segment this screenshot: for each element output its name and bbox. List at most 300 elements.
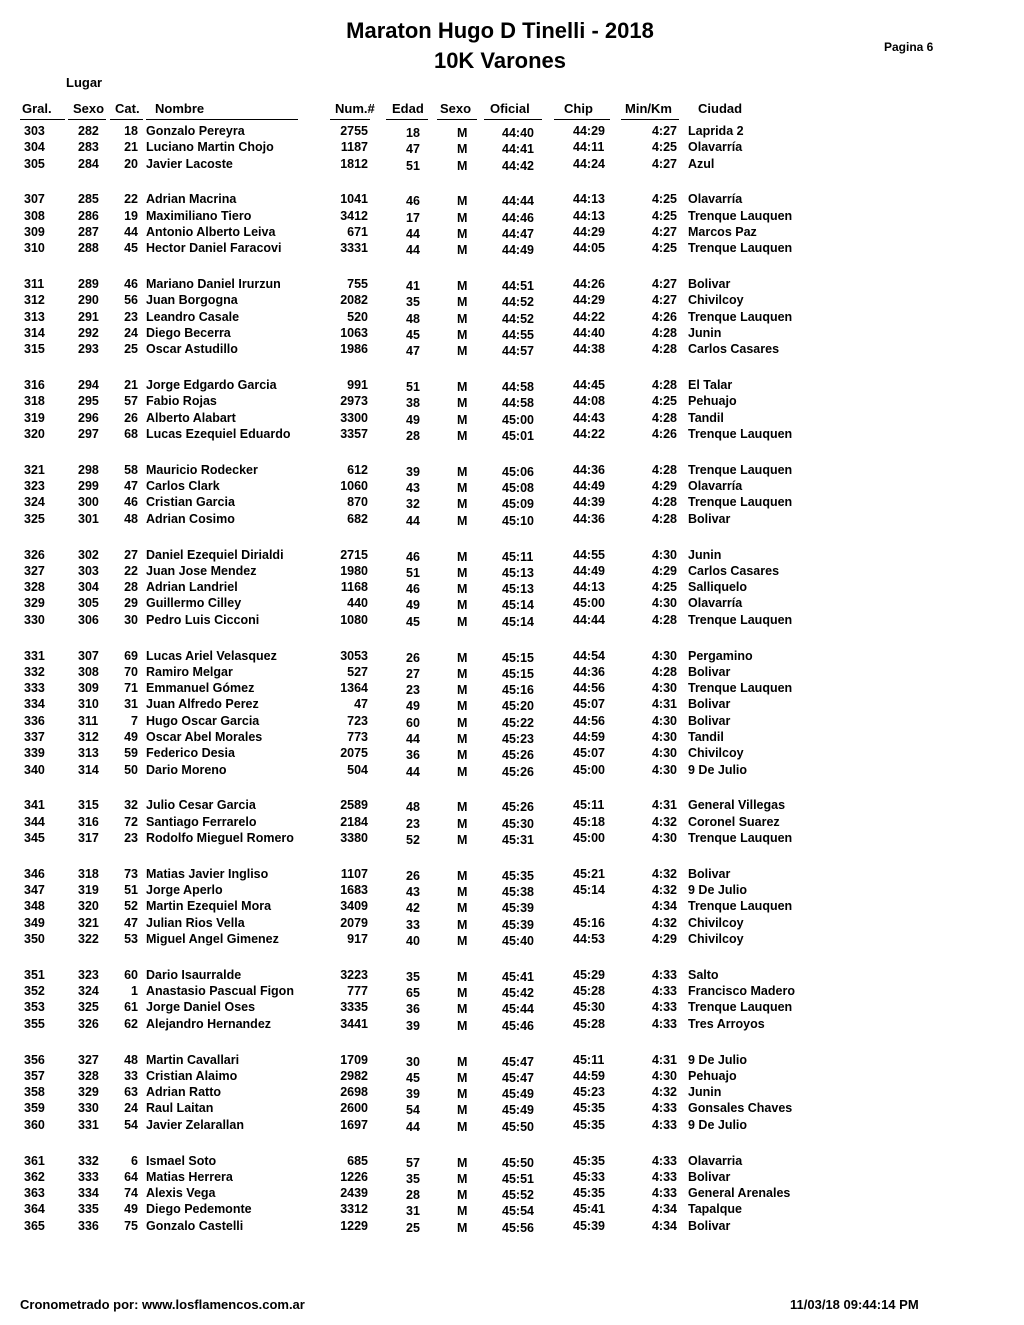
cell-min-km: 4:27	[651, 124, 677, 138]
cell-sexo: M	[457, 513, 468, 528]
cell-oficial: 45:11	[502, 549, 534, 564]
table-row	[0, 139, 1024, 155]
cell-ciudad: Chivilcoy	[688, 915, 744, 930]
cell-sexo: M	[457, 279, 468, 294]
cell-oficial: 45:39	[502, 901, 534, 916]
cell-min-km: 4:27	[651, 293, 677, 308]
cell-edad: 49	[406, 412, 420, 427]
cell-chip: 44:54	[573, 648, 605, 663]
cell-edad: 35	[406, 1171, 420, 1186]
cell-cat-place: 6	[131, 1153, 138, 1168]
table-row	[0, 1153, 1024, 1169]
cell-nombre: Santiago Ferrarelo	[146, 814, 257, 829]
cell-nombre: Oscar Abel Morales	[146, 730, 263, 744]
cell-min-km: 4:27	[651, 156, 677, 171]
cell-min-km: 4:33	[651, 1101, 677, 1116]
cell-gral: 337	[24, 730, 45, 744]
cell-ciudad: Tapalque	[688, 1202, 742, 1217]
cell-ciudad: Trenque Lauquen	[688, 462, 793, 477]
cell-nombre: Gonzalo Pereyra	[146, 124, 245, 138]
cell-chip: 44:29	[573, 124, 605, 138]
cell-sexo-place: 333	[78, 1169, 99, 1184]
cell-cat-place: 29	[124, 596, 138, 611]
cell-sexo: M	[457, 158, 468, 173]
document-title: Maraton Hugo D Tinelli - 2018	[346, 18, 654, 43]
cell-num: 1364	[340, 681, 368, 696]
cell-cat-place: 47	[124, 479, 138, 494]
cell-gral: 324	[24, 495, 45, 510]
cell-nombre: Matias Javier Ingliso	[146, 866, 269, 881]
cell-edad: 49	[406, 699, 420, 714]
cell-num: 2439	[340, 1186, 368, 1201]
cell-chip: 44:59	[573, 1068, 605, 1083]
cell-sexo: M	[457, 1103, 468, 1118]
cell-edad: 46	[406, 549, 420, 564]
cell-min-km: 4:34	[651, 899, 677, 914]
cell-chip: 45:28	[573, 984, 605, 999]
cell-num: 3412	[340, 208, 368, 223]
cell-gral: 330	[24, 612, 45, 627]
cell-oficial: 45:42	[502, 986, 534, 1001]
cell-sexo-place: 295	[78, 394, 99, 409]
cell-oficial: 45:49	[502, 1103, 534, 1118]
cell-sexo: M	[457, 1171, 468, 1186]
col-header-cat: Cat.	[115, 101, 140, 116]
cell-cat-place: 52	[124, 899, 138, 914]
cell-ciudad: Trenque Lauquen	[688, 309, 793, 324]
cell-oficial: 44:58	[502, 396, 534, 411]
cell-sexo-place: 308	[78, 664, 99, 679]
cell-gral: 365	[24, 1218, 45, 1233]
table-row	[0, 713, 1024, 729]
cell-gral: 310	[24, 241, 45, 256]
cell-gral: 316	[24, 378, 45, 393]
cell-min-km: 4:30	[651, 762, 677, 777]
cell-nombre: Oscar Astudillo	[146, 342, 238, 357]
cell-min-km: 4:28	[651, 462, 677, 477]
cell-min-km: 4:26	[651, 309, 677, 324]
table-row	[0, 745, 1024, 761]
cell-nombre: Leandro Casale	[146, 309, 240, 324]
cell-sexo: M	[457, 816, 468, 831]
cell-oficial: 44:57	[502, 344, 534, 359]
cell-chip: 44:40	[573, 326, 605, 340]
cell-sexo: M	[457, 497, 468, 512]
cell-gral: 341	[24, 798, 45, 813]
cell-nombre: Rodolfo Mieguel Romero	[146, 831, 294, 845]
cell-sexo-place: 314	[78, 762, 99, 777]
cell-cat-place: 22	[124, 563, 138, 578]
cell-num: 2698	[340, 1085, 368, 1100]
table-row	[0, 814, 1024, 830]
table-row	[0, 915, 1024, 931]
cell-sexo-place: 336	[78, 1218, 99, 1233]
cell-oficial: 45:47	[502, 1070, 534, 1085]
cell-ciudad: Olavarría	[688, 192, 743, 207]
cell-gral: 340	[24, 762, 45, 777]
cell-oficial: 45:01	[502, 429, 534, 443]
cell-oficial: 44:55	[502, 328, 534, 342]
cell-num: 870	[347, 495, 368, 510]
cell-min-km: 4:30	[651, 1068, 677, 1083]
cell-chip: 45:35	[573, 1101, 605, 1116]
cell-sexo-place: 282	[78, 124, 99, 138]
cell-sexo-place: 317	[78, 831, 99, 845]
cell-nombre: Luciano Martin Chojo	[146, 140, 274, 155]
cell-chip: 45:11	[573, 798, 605, 813]
cell-gral: 352	[24, 984, 45, 999]
cell-nombre: Diego Pedemonte	[146, 1202, 252, 1217]
cell-nombre: Jorge Edgardo Garcia	[146, 378, 277, 393]
cell-sexo: M	[457, 748, 468, 763]
cell-ciudad: Pehuajo	[688, 1068, 737, 1083]
cell-oficial: 45:35	[502, 868, 534, 883]
cell-sexo: M	[457, 917, 468, 932]
cell-oficial: 44:52	[502, 311, 534, 326]
cell-oficial: 45:14	[502, 598, 534, 613]
lugar-group-label: Lugar	[66, 75, 103, 90]
cell-gral: 307	[24, 192, 45, 207]
cell-gral: 353	[24, 1000, 45, 1015]
cell-num: 1107	[340, 866, 368, 881]
cell-nombre: Dario Moreno	[146, 762, 227, 777]
cell-nombre: Miguel Angel Gimenez	[146, 932, 279, 946]
cell-sexo-place: 296	[78, 410, 99, 425]
cell-min-km: 4:30	[651, 713, 677, 728]
cell-min-km: 4:32	[651, 866, 677, 881]
cell-ciudad: Azul	[688, 156, 715, 171]
cell-oficial: 45:39	[502, 917, 534, 932]
cell-num: 685	[347, 1153, 368, 1168]
cell-gral: 339	[24, 746, 45, 761]
cell-sexo-place: 335	[78, 1202, 99, 1217]
cell-sexo: M	[457, 683, 468, 698]
cell-sexo-place: 286	[78, 208, 99, 223]
cell-sexo-place: 331	[78, 1117, 99, 1132]
cell-edad: 39	[406, 1018, 420, 1033]
cell-cat-place: 69	[124, 648, 138, 663]
cell-cat-place: 44	[124, 225, 138, 239]
cell-min-km: 4:25	[651, 140, 677, 155]
cell-cat-place: 64	[124, 1169, 138, 1184]
cell-edad: 49	[406, 598, 420, 613]
cell-ciudad: Junin	[688, 326, 722, 340]
cell-sexo: M	[457, 969, 468, 984]
cell-ciudad: Olavarria	[688, 1153, 743, 1168]
cell-nombre: Martin Cavallari	[146, 1052, 240, 1067]
table-row	[0, 999, 1024, 1015]
document-subtitle: 10K Varones	[433, 48, 567, 73]
cell-nombre: Jorge Aperlo	[146, 883, 223, 898]
cell-edad: 51	[406, 158, 420, 173]
cell-chip: 44:43	[573, 410, 605, 425]
cell-gral: 326	[24, 547, 45, 562]
cell-num: 612	[347, 462, 368, 477]
cell-sexo: M	[457, 833, 468, 847]
cell-gral: 315	[24, 342, 45, 357]
cell-cat-place: 60	[124, 967, 138, 982]
cell-min-km: 4:28	[651, 612, 677, 627]
cell-min-km: 4:32	[651, 1085, 677, 1100]
col-header-gral: Gral.	[22, 101, 52, 116]
cell-ciudad: Laprida 2	[688, 124, 744, 138]
cell-sexo: M	[457, 901, 468, 916]
cell-chip: 45:23	[573, 1085, 605, 1100]
cell-sexo: M	[457, 1002, 468, 1017]
cell-cat-place: 46	[124, 277, 138, 292]
cell-cat-place: 28	[124, 580, 138, 595]
cell-oficial: 45:44	[502, 1002, 534, 1017]
table-row	[0, 830, 1024, 846]
cell-min-km: 4:28	[651, 495, 677, 510]
cell-min-km: 4:27	[651, 277, 677, 292]
cell-gral: 364	[24, 1202, 45, 1217]
table-row	[0, 1100, 1024, 1116]
cell-sexo: M	[457, 800, 468, 815]
cell-chip: 45:07	[573, 746, 605, 761]
cell-edad: 44	[406, 764, 420, 779]
cell-oficial: 44:46	[502, 210, 534, 225]
cell-nombre: Cristian Alaimo	[146, 1068, 238, 1083]
cell-num: 2715	[340, 547, 368, 562]
cell-ciudad: Carlos Casares	[688, 342, 780, 357]
cell-sexo: M	[457, 885, 468, 900]
cell-gral: 319	[24, 410, 45, 425]
table-row	[0, 1169, 1024, 1185]
cell-nombre: Mariano Daniel Irurzun	[146, 277, 281, 292]
cell-ciudad: El Talar	[688, 378, 733, 393]
cell-nombre: Alexis Vega	[146, 1186, 216, 1201]
cell-gral: 305	[24, 156, 45, 171]
cell-min-km: 4:29	[651, 932, 677, 946]
cell-edad: 46	[406, 582, 420, 597]
cell-cat-place: 19	[124, 208, 138, 223]
cell-nombre: Juan Jose Mendez	[146, 563, 257, 578]
cell-nombre: Carlos Clark	[146, 479, 220, 494]
cell-sexo: M	[457, 1087, 468, 1102]
cell-gral: 327	[24, 563, 45, 578]
cell-num: 3335	[340, 1000, 368, 1015]
cell-chip: 45:30	[573, 1000, 605, 1015]
cell-sexo: M	[457, 295, 468, 310]
cell-sexo-place: 289	[78, 277, 99, 292]
table-row	[0, 292, 1024, 308]
cell-chip: 45:35	[573, 1117, 605, 1132]
cell-gral: 313	[24, 309, 45, 324]
cell-edad: 48	[406, 800, 420, 815]
cell-sexo: M	[457, 481, 468, 496]
cell-nombre: Adrian Ratto	[146, 1085, 221, 1100]
cell-cat-place: 30	[124, 612, 138, 627]
cell-ciudad: Pehuajo	[688, 394, 737, 409]
cell-nombre: Adrian Cosimo	[146, 511, 235, 526]
cell-cat-place: 57	[124, 394, 138, 409]
cell-edad: 57	[406, 1155, 420, 1170]
cell-cat-place: 1	[131, 984, 138, 999]
cell-gral: 336	[24, 713, 45, 728]
page-number: Pagina 6	[884, 40, 934, 54]
cell-sexo: M	[457, 582, 468, 597]
col-header-sexo: Sexo	[73, 101, 105, 116]
cell-num: 2079	[340, 915, 368, 930]
cell-num: 3357	[340, 427, 368, 441]
cell-num: 3441	[340, 1016, 368, 1031]
cell-edad: 45	[406, 328, 420, 342]
cell-oficial: 44:40	[502, 126, 534, 140]
cell-cat-place: 23	[124, 831, 138, 845]
table-row	[0, 1052, 1024, 1068]
table-row	[0, 1201, 1024, 1217]
cell-edad: 44	[406, 243, 420, 258]
cell-num: 1709	[340, 1052, 368, 1067]
cell-sexo-place: 293	[78, 342, 99, 357]
cell-nombre: Maximiliano Tiero	[146, 208, 252, 223]
cell-cat-place: 63	[124, 1085, 138, 1100]
cell-oficial: 44:51	[502, 279, 534, 294]
cell-chip: 45:39	[573, 1218, 605, 1233]
cell-edad: 26	[406, 650, 420, 665]
cell-chip: 44:44	[573, 612, 605, 627]
cell-min-km: 4:30	[651, 730, 677, 744]
cell-ciudad: Chivilcoy	[688, 293, 744, 308]
table-row	[0, 208, 1024, 224]
cell-cat-place: 53	[124, 932, 138, 946]
cell-num: 1041	[340, 192, 368, 207]
cell-oficial: 45:26	[502, 800, 534, 815]
cell-edad: 44	[406, 732, 420, 746]
cell-sexo-place: 287	[78, 225, 99, 239]
table-row	[0, 494, 1024, 510]
cell-gral: 303	[24, 124, 45, 138]
cell-num: 2589	[340, 798, 368, 813]
table-row	[0, 156, 1024, 172]
cell-cat-place: 75	[124, 1218, 138, 1233]
cell-chip: 45:00	[573, 831, 605, 845]
cell-gral: 333	[24, 681, 45, 696]
cell-sexo: M	[457, 699, 468, 714]
cell-sexo-place: 302	[78, 547, 99, 562]
cell-sexo-place: 325	[78, 1000, 99, 1015]
cell-edad: 23	[406, 683, 420, 698]
cell-nombre: Dario Isaurralde	[146, 967, 242, 982]
col-header-num: Num.#	[335, 101, 375, 116]
cell-num: 520	[347, 309, 368, 324]
cell-chip: 44:36	[573, 664, 605, 679]
cell-sexo: M	[457, 328, 468, 342]
cell-gral: 321	[24, 462, 45, 477]
table-row	[0, 462, 1024, 478]
cell-gral: 331	[24, 648, 45, 663]
cell-oficial: 45:46	[502, 1018, 534, 1033]
cell-ciudad: Carlos Casares	[688, 563, 780, 578]
cell-oficial: 45:56	[502, 1220, 534, 1235]
cell-gral: 361	[24, 1153, 45, 1168]
table-row	[0, 648, 1024, 664]
cell-edad: 51	[406, 565, 420, 580]
cell-nombre: Mauricio Rodecker	[146, 462, 258, 477]
cell-sexo: M	[457, 1204, 468, 1219]
cell-nombre: Jorge Daniel Oses	[146, 1000, 256, 1015]
cell-edad: 54	[406, 1103, 420, 1118]
table-row	[0, 547, 1024, 563]
cell-sexo-place: 316	[78, 814, 99, 829]
cell-edad: 27	[406, 666, 420, 681]
cell-edad: 17	[406, 210, 420, 225]
cell-sexo-place: 311	[78, 713, 99, 728]
cell-sexo-place: 312	[78, 730, 99, 744]
col-header-ciudad: Ciudad	[698, 101, 743, 116]
cell-chip: 45:00	[573, 596, 605, 611]
cell-sexo-place: 283	[78, 140, 99, 155]
cell-chip: 44:49	[573, 563, 605, 578]
cell-chip: 44:36	[573, 462, 605, 477]
cell-num: 755	[347, 277, 368, 292]
cell-gral: 347	[24, 883, 45, 898]
cell-ciudad: Trenque Lauquen	[688, 831, 793, 845]
cell-oficial: 45:41	[502, 969, 534, 984]
cell-nombre: Pedro Luis Cicconi	[146, 612, 260, 627]
cell-chip: 45:14	[573, 883, 605, 898]
cell-ciudad: Trenque Lauquen	[688, 427, 793, 441]
cell-sexo-place: 303	[78, 563, 99, 578]
cell-num: 777	[347, 984, 368, 999]
cell-num: 1812	[340, 156, 368, 171]
cell-sexo: M	[457, 868, 468, 883]
table-row	[0, 931, 1024, 947]
cell-ciudad: 9 De Julio	[688, 1052, 748, 1067]
col-header-chip: Chip	[564, 101, 593, 116]
cell-nombre: Antonio Alberto Leiva	[146, 225, 276, 239]
cell-nombre: Javier Zelarallan	[146, 1117, 244, 1132]
cell-oficial: 44:58	[502, 380, 534, 395]
cell-oficial: 45:13	[502, 582, 534, 597]
cell-sexo: M	[457, 429, 468, 443]
cell-chip: 44:38	[573, 342, 605, 357]
cell-num: 1187	[340, 140, 368, 155]
cell-gral: 304	[24, 140, 45, 155]
cell-cat-place: 25	[124, 342, 138, 357]
table-row	[0, 1016, 1024, 1032]
cell-ciudad: Coronel Suarez	[688, 814, 780, 829]
cell-edad: 52	[406, 833, 420, 847]
cell-oficial: 44:52	[502, 295, 534, 310]
cell-num: 2755	[340, 124, 368, 138]
cell-num: 1226	[340, 1169, 368, 1184]
cell-ciudad: Salto	[688, 967, 719, 982]
cell-min-km: 4:25	[651, 208, 677, 223]
table-row	[0, 696, 1024, 712]
cell-oficial: 45:50	[502, 1119, 534, 1134]
cell-cat-place: 23	[124, 309, 138, 324]
cell-nombre: Lucas Ariel Velasquez	[146, 648, 277, 663]
cell-min-km: 4:25	[651, 394, 677, 409]
cell-oficial: 45:16	[502, 683, 534, 698]
cell-sexo: M	[457, 210, 468, 225]
cell-oficial: 45:30	[502, 816, 534, 831]
cell-edad: 65	[406, 986, 420, 1001]
cell-cat-place: 49	[124, 1202, 138, 1217]
cell-nombre: Hector Daniel Faracovi	[146, 241, 282, 256]
cell-sexo: M	[457, 464, 468, 479]
cell-ciudad: Junin	[688, 547, 722, 562]
cell-edad: 48	[406, 311, 420, 326]
cell-edad: 45	[406, 1070, 420, 1085]
cell-num: 3409	[340, 899, 368, 914]
cell-chip: 44:13	[573, 580, 605, 595]
cell-min-km: 4:30	[651, 681, 677, 696]
cell-oficial: 45:09	[502, 497, 534, 512]
cell-sexo-place: 294	[78, 378, 99, 393]
